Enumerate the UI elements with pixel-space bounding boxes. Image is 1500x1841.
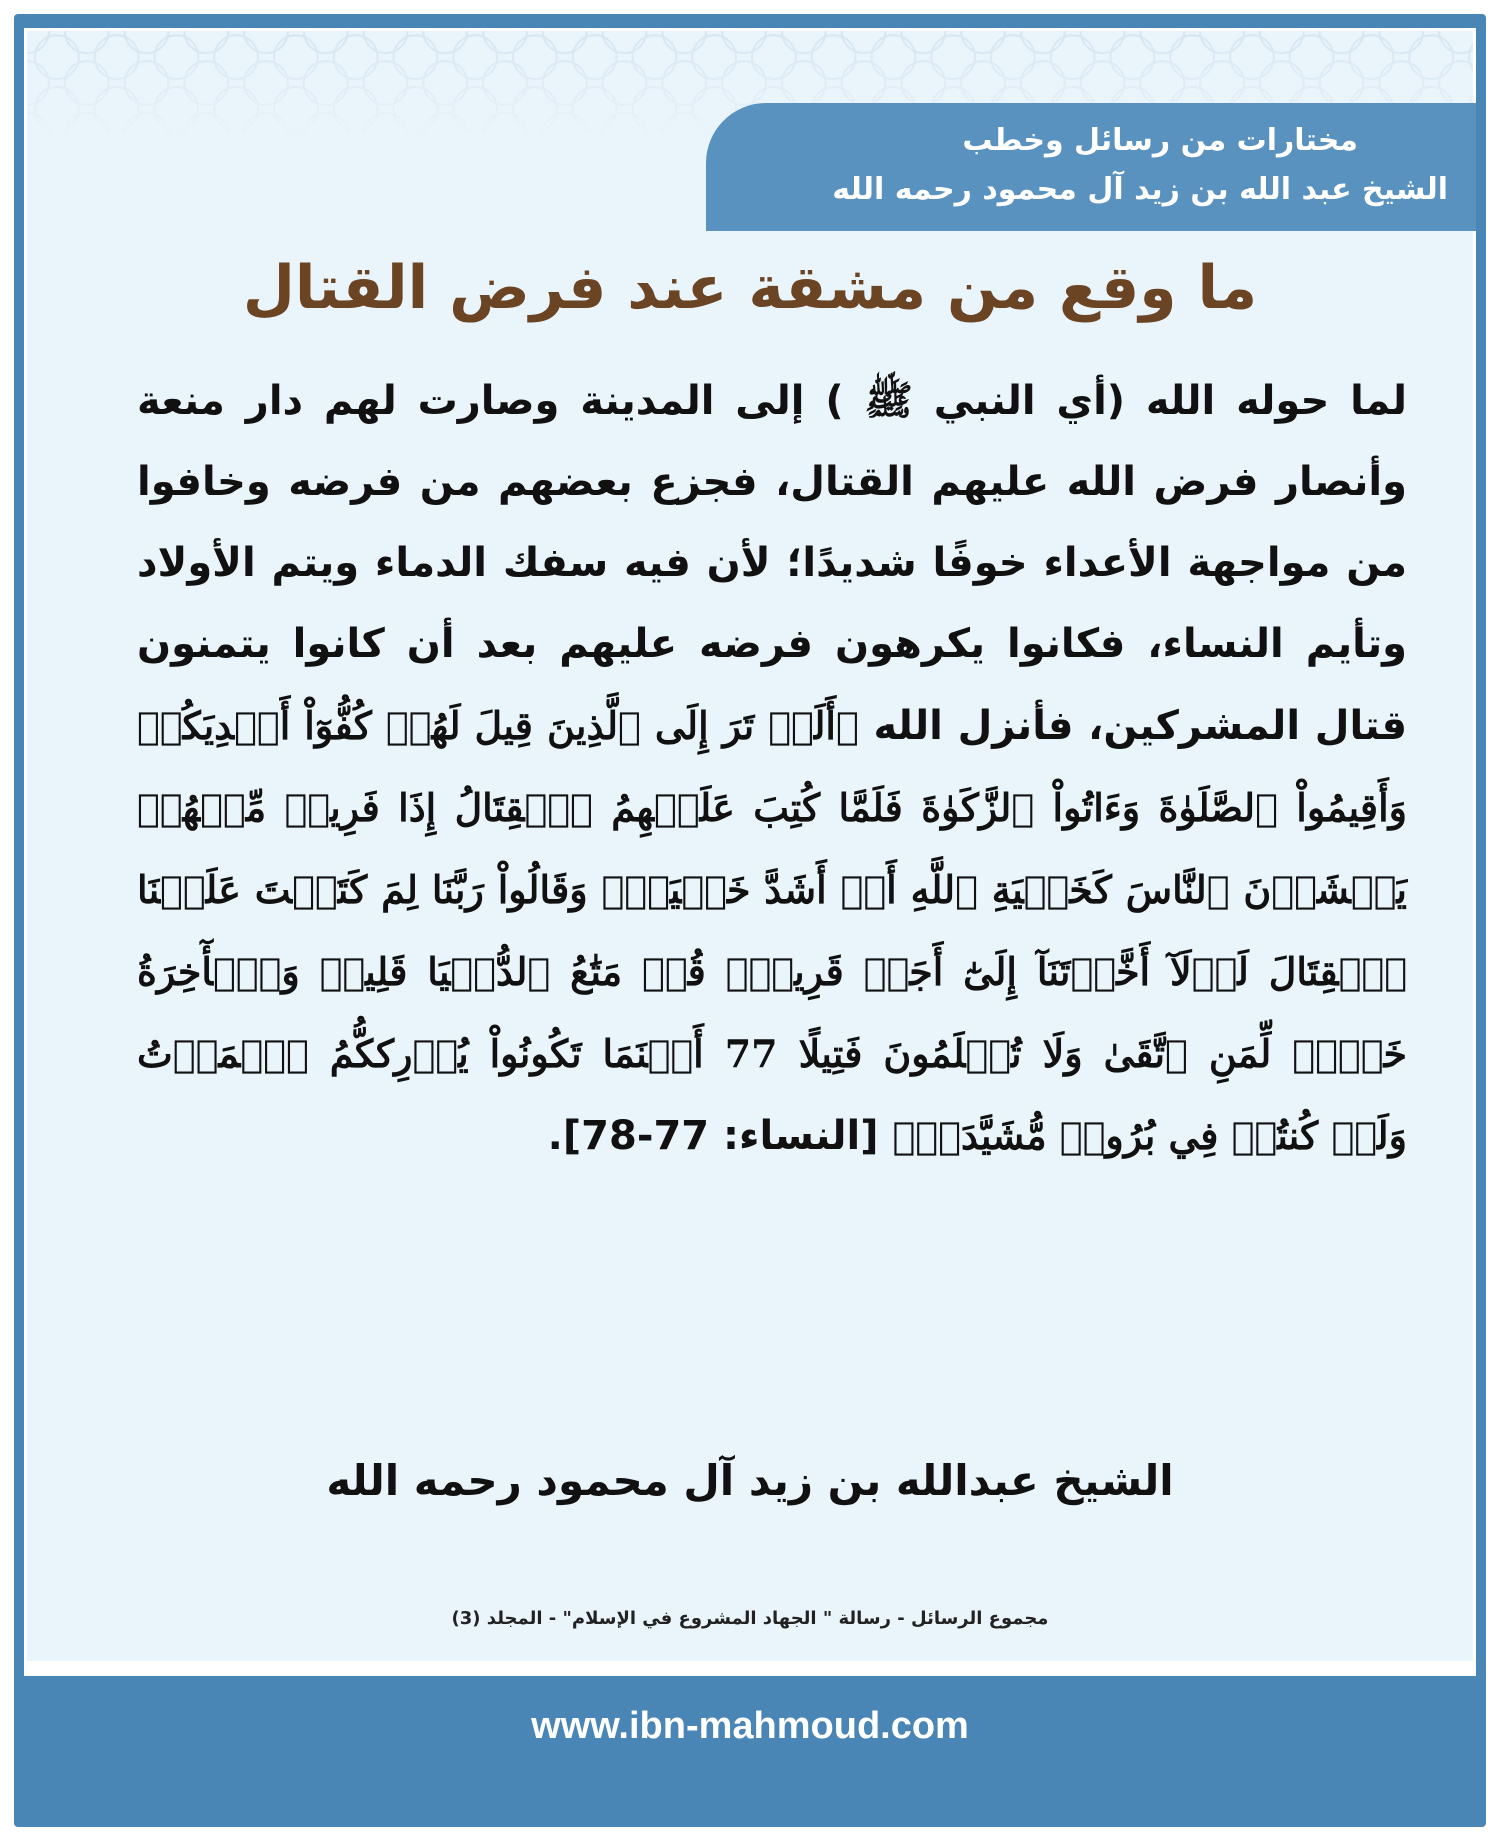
verse-citation: [النساء: 77-78]. [547,1113,879,1159]
footer-divider [24,1664,1476,1676]
source-reference: مجموع الرسائل - رسالة " الجهاد المشروع في الإسلام" - المجلد (3) [451,1608,1049,1629]
website-link[interactable]: www.ibn-mahmoud.com [531,1705,969,1747]
page-title: ما وقع من مشقة عند فرض القتال [242,253,1258,323]
article-body [137,361,1407,1177]
content-panel [24,28,1476,1664]
series-title: مختارات من رسائل وخطب [962,123,1358,158]
article-intro: لما حوله الله (أي النبي ﷺ ) إلى المدينة وصارت لهم دار منعة وأنصار فرض الله عليهم القتال، فجزع بعضهم من فرضه وخافوا من مواجهة الأعداء خوفًا شديدًا؛ لأن فيه سفك الدماء ويتم الأولاد وتأيم النساء، فكانوا يكرهون فرضه عليهم بعد أن كانوا يتمنون قتال المشركين، فأنزل الله [137,378,1408,749]
quran-verse: ﴿أَلَمۡ تَرَ إِلَى ٱلَّذِينَ قِيلَ لَهُمۡ كُفُّوٓاْ أَيۡدِيَكُمۡ وَأَقِيمُواْ ٱلصَّلَوٰةَ وَءَاتُواْ ٱلزَّكَوٰةَ فَلَمَّا كُتِبَ عَلَيۡهِمُ ٱلۡقِتَالُ إِذَا فَرِيقٞ مِّنۡهُمۡ يَخۡشَوۡنَ ٱلنَّاسَ كَخَشۡيَةِ ٱللَّهِ أَوۡ أَشَدَّ خَشۡيَةٗۚ وَقَالُواْ رَبَّنَا لِمَ كَتَبۡتَ عَلَيۡنَا ٱلۡقِتَالَ لَوۡلَآ أَخَّرۡتَنَآ إِلَىٰٓ أَجَلٖ قَرِيبٖۗ قُلۡ مَتَٰعُ ٱلدُّنۡيَا قَلِيلٞ وَٱلۡأٓخِرَةُ خَيۡرٞ لِّمَنِ ٱتَّقَىٰ وَلَا تُظۡلَمُونَ فَتِيلًا 77 أَيۡنَمَا تَكُونُواْ يُدۡرِككُّمُ ٱلۡمَوۡتُ وَلَوۡ كُنتُمۡ فِي بُرُوجٖ مُّشَيَّدَةٖ﴾ [137,703,1408,1158]
author-signature: الشيخ عبدالله بن زيد آل محمود رحمه الله [326,1456,1174,1505]
series-header [706,103,1476,231]
series-author: الشيخ عبد الله بن زيد آل محمود رحمه الله [832,172,1448,207]
